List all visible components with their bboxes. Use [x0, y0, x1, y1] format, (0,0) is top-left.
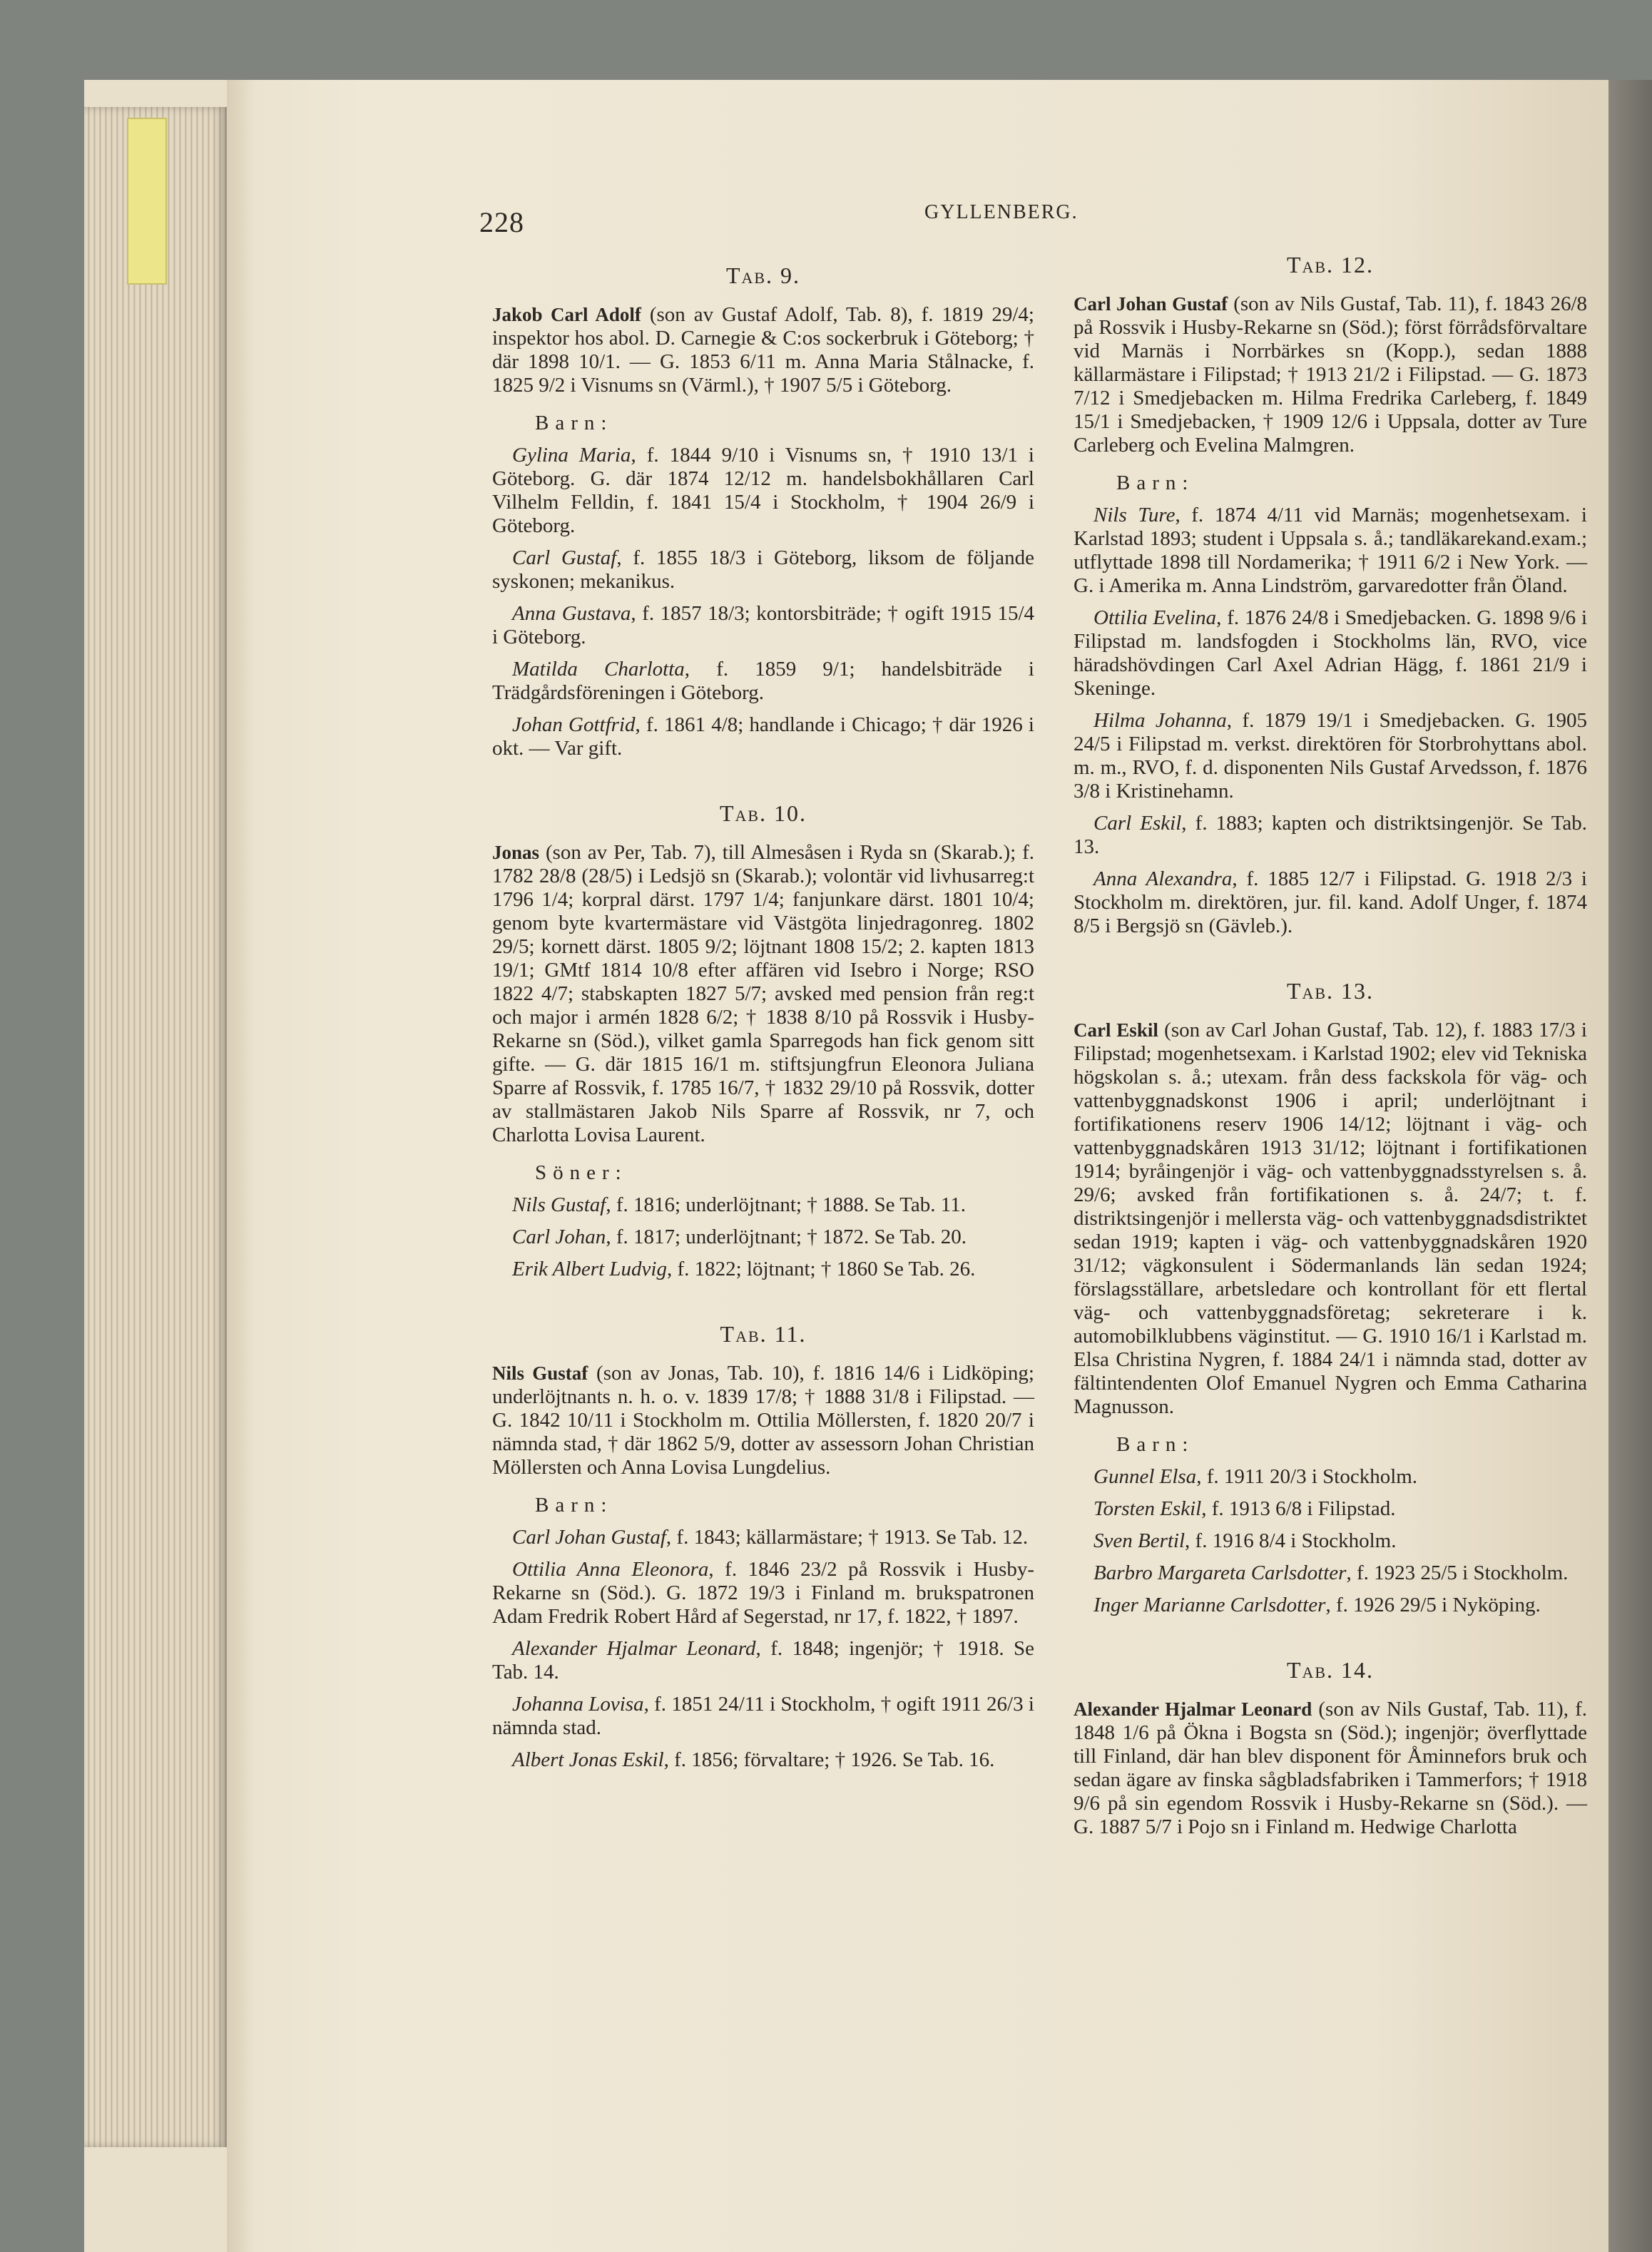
child-name: Ottilia Anna Eleonora: [512, 1558, 709, 1581]
running-head: GYLLENBERG.: [924, 201, 1079, 223]
child-entry: [1074, 1561, 1587, 1585]
entry-text: (son av Jonas, Tab. 10), f. 1816 14/6 i Lidköping; underlöjtnants n. h. o. v. 1839 17/8; † 1888 31/8 i Filipstad. — G. 1842 10/11 i Stockholm m. Ottilia Möllersten, f. 1820 20/7 i nämnda stad, † där 1862 5/9, dotter av assessorn Johan Christian Möllersten och Anna Lovisa Lungdelius.: [492, 1362, 1034, 1479]
color-reference-strip: [127, 118, 167, 285]
child-name: Carl Johan Gustaf: [512, 1526, 666, 1549]
child-text: , f. 1856; förvaltare; † 1926. Se Tab. 16.: [663, 1748, 995, 1771]
child-text: , f. 1859 9/1; handelsbiträde i Trädgårdsföreningen i Göteborg.: [492, 658, 1034, 704]
child-text: , f. 1876 24/8 i Smedjebacken. G. 1898 9/6 i Filipstad m. landsfogden i Stockholms län, RVO, vice häradshövdingen Carl Axel Adrian Hägg, f. 1861 21/9 i Skeninge.: [1074, 606, 1587, 700]
child-entry: [492, 546, 1034, 593]
right-column: [1074, 246, 1587, 1848]
child-entry: [492, 713, 1034, 760]
entry-paragraph: [492, 303, 1034, 397]
entry-name: Carl Eskil: [1074, 1019, 1158, 1041]
child-text: , f. 1911 20/3 i Stockholm.: [1196, 1465, 1418, 1488]
child-entry: [492, 1558, 1034, 1629]
tab-heading: Tab. 14.: [1286, 1657, 1375, 1683]
child-entry: [492, 1258, 1034, 1281]
children-label: Barn:: [535, 412, 613, 434]
tab-heading: Tab. 13.: [1286, 978, 1375, 1004]
entry-text: (son av Nils Gustaf, Tab. 11), f. 1848 1/6 på Ökna i Bogsta sn (Söd.); ingenjör; överflyttade till Finland, där han blev disponent för Åminnefors bruk och sedan ägare av finska sågbladsfabriken i Tammerfors; † 1918 9/6 på sin egendom Rossvik i Husby-Rekarne sn (Söd.). — G. 1887 5/7 i Pojo sn i Finland m. Hedwige Charlotta: [1074, 1698, 1587, 1838]
child-name: Ottilia Evelina: [1093, 606, 1217, 629]
child-name: Inger Marianne Carlsdotter: [1093, 1594, 1326, 1616]
child-text: , f. 1848; ingenjör; † 1918. Se Tab. 14.: [492, 1637, 1034, 1683]
child-name: Carl Johan: [512, 1226, 606, 1248]
section-gap: [1074, 1626, 1587, 1651]
child-name: Erik Albert Ludvig: [512, 1258, 667, 1280]
section-gap: [1074, 947, 1587, 972]
entry-name: Nils Gustaf: [492, 1362, 588, 1384]
entry-name: Jakob Carl Adolf: [492, 304, 641, 325]
child-entry: [492, 1637, 1034, 1684]
child-text: , f. 1844 9/10 i Visnums sn, † 1910 13/1 i Göteborg. G. där 1874 12/12 m. handelsbokhållaren Carl Vilhelm Felldin, f. 1841 15/4 i Stockholm, † 1904 26/9 i Göteborg.: [492, 444, 1034, 537]
child-text: , f. 1874 4/11 vid Marnäs; mogenhetsexam. i Karlstad 1893; student i Uppsala s. å.; tandläkarekand.exam.; utflyttade 1898 till Nordamerika; † 1911 6/2 i New York. — G. i Amerika m. Anna Lindström, garvaredotter från Öland.: [1074, 504, 1587, 597]
child-name: Johan Gottfrid: [512, 713, 636, 736]
child-entry: [1074, 1465, 1587, 1489]
children-label: Söner:: [535, 1161, 628, 1184]
child-name: Matilda Charlotta: [512, 658, 685, 681]
entry-text: (son av Carl Johan Gustaf, Tab. 12), f. 1883 17/3 i Filipstad; mogenhetsexam. i Karlstad 1902; elev vid Tekniska högskolan s. å.; utexam. från dess fackskola för väg- och vattenbyggnadskonst 1906 i april; underlöjtnant i fortifikationens reserv 1906 14/12; löjtnant i väg- och vattenbyggnadskåren 1913 31/12; löjtnant i fortifikationen 1914; byråingenjör i väg- och vattenbyggnadsstyrelsen s. å. 29/6; avsked från fortifikationen s. å. 24/7; t. f. distriktsingenjör i mellersta väg- och vattenbyggnadsdistriktet sedan 1919; kapten i väg- och vattenbyggnadskåren 1920 31/12; vägkonsulent i Södermanlands län sedan 1924; förslagsställare, arbetsledare och kontrollant för ett flertal väg- och vattenbyggnadsföretag; sekreterare i k. automobilklubbens väginstitut. — G. 1910 16/1 i Karlstad m. Elsa Christina Nygren, f. 1884 24/1 i nämnda stad, dotter av fältintendenten Olof Emanuel Nygren och Emma Catharina Magnusson.: [1074, 1019, 1587, 1418]
child-entry: [492, 1526, 1034, 1549]
page-edges: [84, 107, 227, 2147]
tab-heading: Tab. 12.: [1286, 252, 1375, 277]
child-text: , f. 1851 24/11 i Stockholm, † ogift 1911 26/3 i nämnda stad.: [492, 1693, 1034, 1739]
left-column: [492, 257, 1034, 1780]
entry-paragraph: [492, 1362, 1034, 1479]
child-text: , f. 1816; underlöjtnant; † 1888. Se Tab. 11.: [606, 1193, 966, 1216]
child-text: , f. 1822; löjtnant; † 1860 Se Tab. 26.: [666, 1258, 976, 1280]
child-text: , f. 1923 25/5 i Stockholm.: [1346, 1561, 1569, 1584]
child-entry: [1074, 504, 1587, 598]
child-name: Johanna Lovisa: [512, 1693, 644, 1716]
child-name: Barbro Margareta Carlsdotter: [1093, 1561, 1347, 1584]
child-name: Anna Gustava: [512, 602, 631, 625]
entry-text: (son av Per, Tab. 7), till Almesåsen i Ryda sn (Skarab.); f. 1782 28/8 (28/5) i Ledsjö sn (Skarab.); volontär vid livhusarreg:t 1796 1/4; korpral därst. 1797 1/4; fanjunkare därst. 1801 10/4; genom byte kvartermästare vid Västgöta linjedragonreg. 1802 29/5; kornett därst. 1805 9/2; löjtnant 1808 15/2; 2. kapten 1813 19/1; GMtf 1814 10/8 efter affären vid Isebro i Norge; RSO 1822 4/7; stabskapten 1827 5/7; avsked med pension från reg:t och major i armén 1828 6/2; † 1838 8/10 på Rossvik i Husby-Rekarne sn (Söd.), vilket gamla Sparregods han fick genom sitt gifte. — G. där 1815 16/1 m. stiftsjungfrun Eleonora Juliana Sparre af Rossvik, f. 1785 16/7, † 1832 29/10 på Rossvik, dotter av stallmästaren Jakob Nils Sparre af Rossvik, nr 7, och Charlotta Lovisa Laurent.: [492, 841, 1034, 1146]
child-entry: [492, 1226, 1034, 1249]
entry-paragraph: [492, 841, 1034, 1147]
entry-paragraph: [1074, 292, 1587, 457]
child-text: , f. 1817; underlöjtnant; † 1872. Se Tab. 20.: [606, 1226, 967, 1248]
children-label: Barn:: [1116, 472, 1195, 494]
child-text: , f. 1916 8/4 i Stockholm.: [1185, 1529, 1397, 1552]
child-text: , f. 1843; källarmästare; † 1913. Se Tab. 12.: [666, 1526, 1029, 1549]
child-name: Carl Eskil: [1093, 812, 1182, 835]
child-text: , f. 1883; kapten och distriktsingenjör. Se Tab. 13.: [1074, 812, 1587, 858]
entry-name: Carl Johan Gustaf: [1074, 293, 1228, 315]
child-name: Nils Ture: [1093, 504, 1176, 526]
entry-paragraph: [1074, 1019, 1587, 1419]
entry-text: (son av Gustaf Adolf, Tab. 8), f. 1819 29/4; inspektor hos abol. D. Carnegie & C:os sockerbruk i Göteborg; † där 1898 10/1. — G. 1853 6/11 m. Anna Maria Stålnacke, f. 1825 9/2 i Visnums sn (Värml.), † 1907 5/5 i Göteborg.: [492, 303, 1034, 397]
child-name: Gylina Maria: [512, 444, 631, 467]
child-text: , f. 1885 12/7 i Filipstad. G. 1918 2/3 i Stockholm m. direktören, jur. fil. kand. Adolf Unger, f. 1874 8/5 i Bergsjö sn (Gävleb.).: [1074, 867, 1587, 937]
book-spine: [1608, 80, 1652, 2252]
child-name: Carl Gustaf: [512, 546, 617, 569]
child-text: , f. 1861 4/8; handlande i Chicago; † där 1926 i okt. — Var gift.: [492, 713, 1034, 760]
child-entry: [1074, 1497, 1587, 1521]
child-entry: [1074, 1529, 1587, 1553]
child-entry: [492, 602, 1034, 649]
tab-heading: Tab. 10.: [719, 800, 807, 826]
child-entry: [492, 658, 1034, 705]
child-entry: [492, 1193, 1034, 1217]
child-name: Torsten Eskil: [1093, 1497, 1202, 1520]
child-name: Alexander Hjalmar Leonard: [512, 1637, 756, 1660]
child-name: Hilma Johanna: [1093, 709, 1227, 732]
child-text: , f. 1846 23/2 på Rossvik i Husby-Rekarne sn (Söd.). G. 1872 19/3 i Finland m. brukspatronen Adam Fredrik Robert Hård af Segerstad, nr 17, f. 1822, † 1897.: [492, 1558, 1034, 1628]
children-label: Barn:: [1116, 1433, 1195, 1456]
child-entry: [492, 1748, 1034, 1772]
section-gap: [492, 1290, 1034, 1315]
entry-paragraph: [1074, 1698, 1587, 1839]
child-entry: [492, 1693, 1034, 1740]
child-text: , f. 1913 6/8 i Filipstad.: [1201, 1497, 1396, 1520]
child-entry: [1074, 1594, 1587, 1617]
entry-name: Alexander Hjalmar Leonard: [1074, 1698, 1312, 1720]
page-number: 228: [479, 206, 524, 238]
child-text: , f. 1855 18/3 i Göteborg, liksom de följande syskonen; mekanikus.: [492, 546, 1035, 593]
child-entry: [1074, 709, 1587, 803]
tab-heading: Tab. 9.: [725, 263, 801, 288]
entry-text: (son av Nils Gustaf, Tab. 11), f. 1843 26/8 på Rossvik i Husby-Rekarne sn (Söd.); först förrådsförvaltare vid Marnäs i Norrbärkes sn (Kopp.), sedan 1888 källarmästare i Filipstad; † 1913 21/2 i Filipstad. — G. 1873 7/12 i Smedjebacken m. Hilma Fredrika Carleberg, f. 1849 15/1 i Smedjebacken, † 1909 12/6 i Uppsala, dotter av Ture Carleberg och Evelina Malmgren.: [1074, 292, 1587, 457]
child-text: , f. 1926 29/5 i Nyköping.: [1325, 1594, 1541, 1616]
child-text: , f. 1857 18/3; kontorsbiträde; † ogift 1915 15/4 i Göteborg.: [492, 602, 1035, 648]
tab-heading: Tab. 11.: [720, 1321, 807, 1347]
children-label: Barn:: [535, 1494, 613, 1517]
child-name: Nils Gustaf: [512, 1193, 606, 1216]
child-name: Sven Bertil: [1093, 1529, 1186, 1552]
child-name: Anna Alexandra: [1093, 867, 1233, 890]
child-name: Albert Jonas Eskil: [512, 1748, 664, 1771]
child-entry: [1074, 606, 1587, 700]
child-entry: [1074, 867, 1587, 938]
section-gap: [492, 769, 1034, 795]
child-entry: [1074, 812, 1587, 859]
entry-name: Jonas: [492, 842, 540, 863]
child-entry: [492, 444, 1034, 538]
child-name: Gunnel Elsa: [1093, 1465, 1197, 1488]
child-text: , f. 1879 19/1 i Smedjebacken. G. 1905 24/5 i Filipstad m. verkst. direktören för Storbrohyttans abol. m. m., RVO, f. d. disponenten Nils Gustaf Arvedsson, f. 1876 3/8 i Kristinehamn.: [1074, 709, 1587, 803]
